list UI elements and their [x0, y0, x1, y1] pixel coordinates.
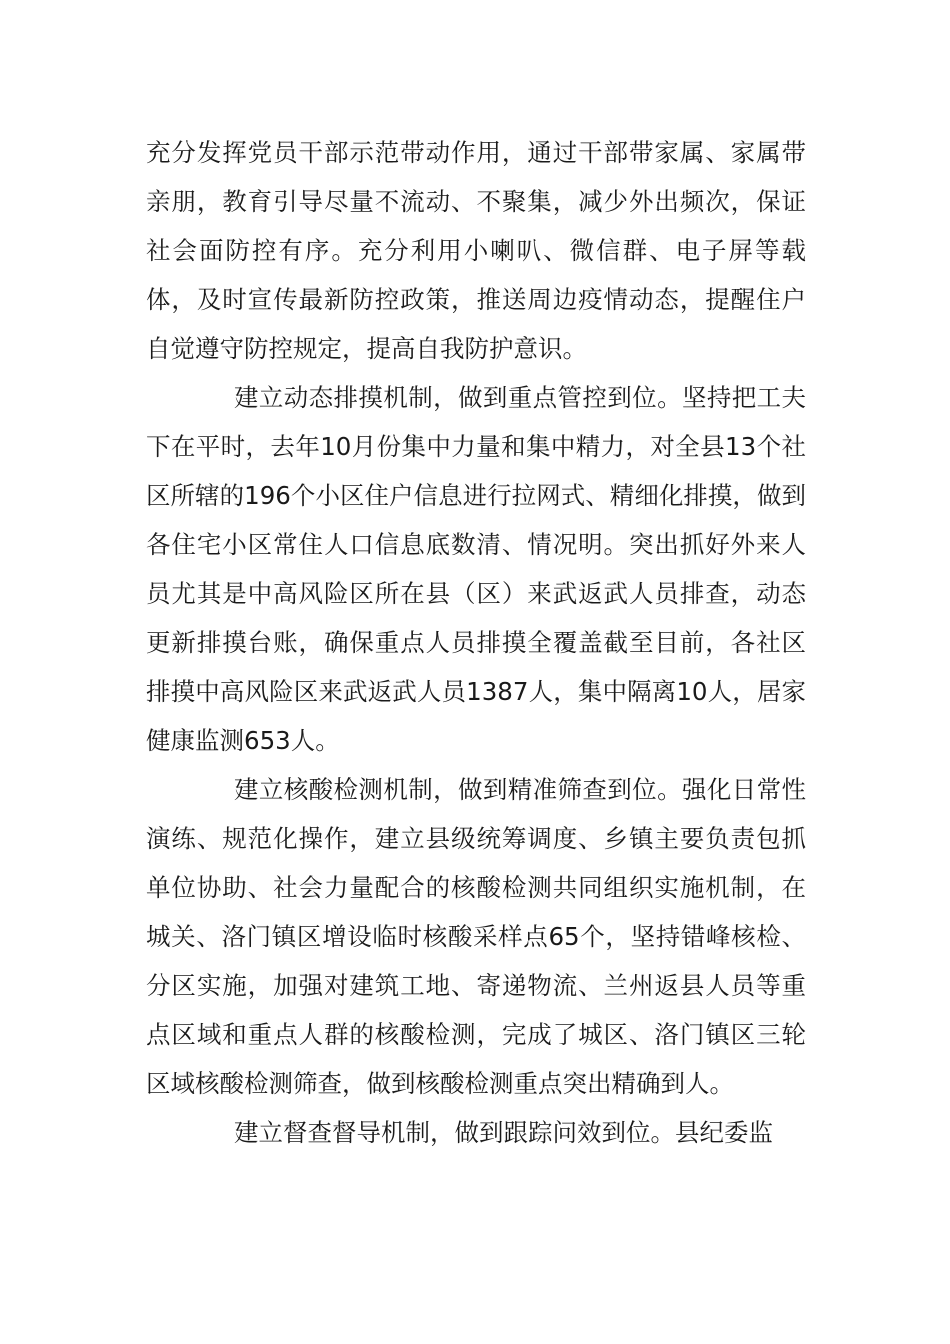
paragraph-nucleic-acid-testing: 建立核酸检测机制，做到精准筛查到位。强化日常性演练、规范化操作，建立县级统筹调度、乡镇主要负责包抓单位协助、社会力量配合的核酸检测共同组织实施机制，在城关、洛门镇区增设临时核酸采样点65个，坚持错峰核检、分区实施，加强对建筑工地、寄递物流、兰州返县人员等重点区域和重点人群的核酸检测，完成了城区、洛门镇区三轮区域核酸检测筛查，做到核酸检测重点突出精确到人。 — [146, 775, 806, 1098]
paragraph-publicity: 充分发挥党员干部示范带动作用，通过干部带家属、家属带亲朋，教育引导尽量不流动、不聚集，减少外出频次，保证社会面防控有序。充分利用小喇叭、微信群、电子屏等载体，及时宣传最新防控政策，推送周边疫情动态，提醒住户自觉遵守防控规定，提高自我防护意识。 — [146, 138, 806, 363]
document-body — [146, 128, 806, 1157]
paragraph-dynamic-screening: 建立动态排摸机制，做到重点管控到位。坚持把工夫下在平时，去年10月份集中力量和集中精力，对全县13个社区所辖的196个小区住户信息进行拉网式、精细化排摸，做到各住宅小区常住人口信息底数清、情况明。突出抓好外来人员尤其是中高风险区所在县（区）来武返武人员排查，动态更新排摸台账，确保重点人员排摸全覆盖截至目前，各社区排摸中高风险区来武返武人员1387人，集中隔离10人，居家健康监测653人。 — [146, 383, 806, 755]
paragraph-supervision: 建立督查督导机制，做到跟踪问效到位。县纪委监 — [234, 1118, 773, 1147]
